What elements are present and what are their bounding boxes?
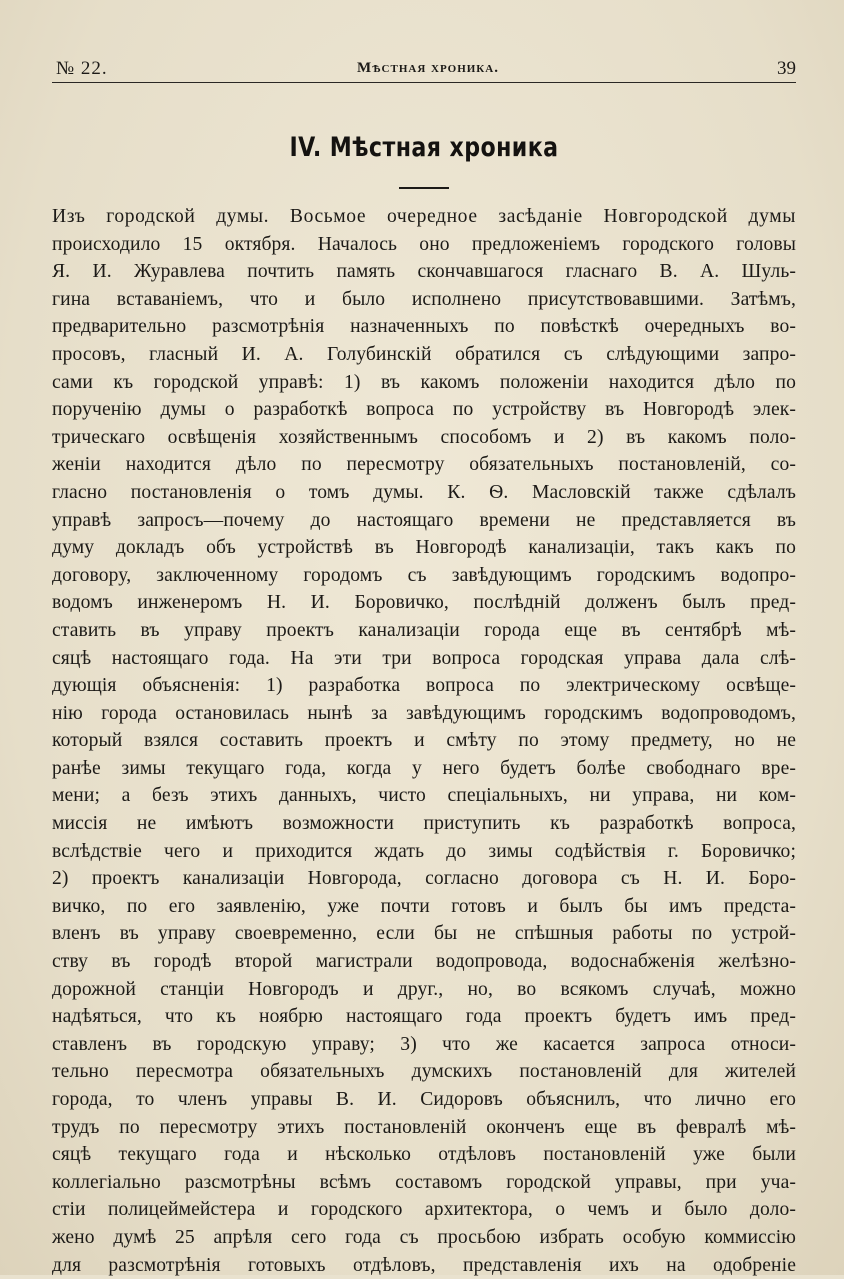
text-line: нію города остановилась нынѣ за завѣдующимъ городскимъ водопроводомъ,: [52, 702, 796, 724]
text-line: ставить въ управу проектъ канализаціи города еще въ сентябрѣ мѣ-: [52, 619, 796, 641]
text-line: гласно постановленія о томъ думы. К. Ѳ. Масловскій также сдѣлалъ: [52, 481, 796, 503]
running-head-title: Мѣстная хроника.: [357, 60, 499, 76]
issue-number: № 22.: [56, 58, 108, 79]
section-title: IV. Мѣстная хроника: [289, 132, 559, 163]
text-line: надѣяться, что къ ноябрю настоящаго года проектъ будетъ имъ пред-: [52, 1006, 796, 1028]
text-line: происходило 15 октября. Началось оно предложеніемъ городского головы: [52, 233, 796, 255]
text-line: для разсмотрѣнія готовыхъ отдѣловъ, представленія ихъ на одобреніе: [52, 1254, 796, 1276]
text-line: города, то членъ управы В. И. Сидоровъ объяснилъ, что лично его: [52, 1089, 796, 1110]
header-rule: [52, 82, 796, 83]
text-line: Изъ городской думы. Восьмое очередное засѣданіе Новгородской думы: [52, 206, 796, 227]
text-line: женіи находится дѣло по пересмотру обязательныхъ постановленій, со-: [52, 454, 796, 476]
title-divider: [399, 187, 449, 189]
text-line: сами къ городской управѣ: 1) въ какомъ положеніи находится дѣло по: [52, 371, 796, 393]
text-line: который взялся составить проектъ и смѣту по этому предмету, но не: [52, 730, 796, 752]
text-line: ставленъ въ городскую управу; 3) что же касается запроса относи-: [52, 1033, 796, 1055]
text-line: дующія объясненія: 1) разработка вопроса по электрическому освѣще-: [52, 675, 796, 697]
text-line: сяцѣ текущаго года и нѣсколько отдѣловъ постановленій уже были: [52, 1144, 796, 1166]
text-line: вленъ въ управу своевременно, если бы не спѣшныя работы по устрой-: [52, 923, 796, 945]
text-line: ству въ городѣ второй магистрали водопровода, водоснабженія желѣзно-: [52, 951, 796, 973]
text-line: тельно пересмотра обязательныхъ думскихъ постановленій для жителей: [52, 1061, 796, 1083]
text-line: просовъ, гласный И. А. Голубинскій обратился съ слѣдующими запро-: [52, 343, 796, 365]
text-line: дорожной станціи Новгородъ и друг., но, во всякомъ случаѣ, можно: [52, 978, 796, 1000]
text-line: думу докладъ объ устройствѣ въ Новгородѣ канализаціи, такъ какъ по: [52, 537, 796, 559]
text-line: гина вставаніемъ, что и было исполнено присутствовавшими. Затѣмъ,: [52, 288, 796, 310]
text-line: коллегіально разсмотрѣны всѣмъ составомъ городской управы, при уча-: [52, 1171, 796, 1193]
text-line: трическаго освѣщенія хозяйственнымъ способомъ и 2) въ какомъ поло-: [52, 426, 796, 448]
page-number: 39: [777, 58, 796, 79]
text-line: управѣ запросъ—почему до настоящаго времени не представляется въ: [52, 509, 796, 531]
text-line: ранѣе зимы текущаго года, когда у него будетъ болѣе свободнаго вре-: [52, 757, 796, 779]
text-line: сяцѣ настоящаго года. На эти три вопроса городская управа дала слѣ-: [52, 647, 796, 669]
text-line: трудъ по пересмотру этихъ постановленій оконченъ еще въ февралѣ мѣ-: [52, 1116, 796, 1138]
article-body: [52, 203, 796, 1279]
text-line: вичко, по его заявленію, уже почти готовъ и былъ бы имъ предста-: [52, 895, 796, 917]
text-line: стіи полицеймейстера и городского архитектора, о чемъ и было доло-: [52, 1199, 796, 1221]
text-line: жено думѣ 25 апрѣля сего года съ просьбою избрать особую коммиссію: [52, 1226, 796, 1248]
text-line: 2) проектъ канализаціи Новгорода, согласно договора съ Н. И. Боро-: [52, 868, 796, 890]
text-line: договору, заключенному городомъ съ завѣдующимъ городскимъ водопро-: [52, 564, 796, 586]
text-line: порученію думы о разработкѣ вопроса по устройству въ Новгородѣ элек-: [52, 399, 796, 421]
text-line: предварительно разсмотрѣнія назначенныхъ по повѣсткѣ очередныхъ во-: [52, 316, 796, 338]
text-line: миссія не имѣютъ возможности приступить къ разработкѣ вопроса,: [52, 813, 796, 835]
text-line: вслѣдствіе чего и приходится ждать до зимы содѣйствія г. Боровичко;: [52, 840, 796, 862]
text-line: мени; а безъ этихъ данныхъ, чисто спеціальныхъ, ни управа, ни ком-: [52, 785, 796, 807]
text-line: Я. И. Журавлева почтить память скончавшагося гласнаго В. А. Шуль-: [52, 261, 796, 283]
text-line: водомъ инженеромъ Н. И. Боровичко, послѣдній долженъ былъ пред-: [52, 592, 796, 614]
running-head: [52, 58, 796, 84]
